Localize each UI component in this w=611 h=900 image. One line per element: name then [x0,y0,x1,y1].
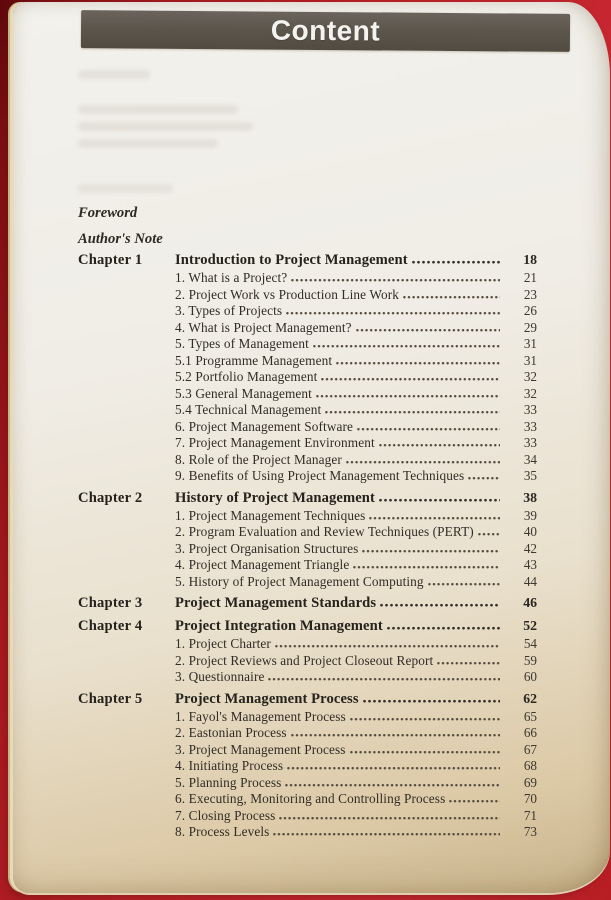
section-title: 8. Process Levels [175,824,270,839]
chapter-page-number: 46 [523,595,537,610]
chapter-title-line [175,252,500,269]
chapter-title-line [175,490,500,507]
section-title: 2. Project Reviews and Project Closeout Report [175,652,434,668]
section-title-line [175,303,500,319]
toc-section-row [78,419,537,436]
section-page-number: 23 [523,286,537,302]
dot-leader [478,531,500,536]
chapter-page-number: 62 [523,690,537,706]
toc-chapter-block [78,252,537,485]
section-title: 4. Project Management Triangle [175,557,350,572]
section-page-number: 33 [523,435,537,450]
section-page-number: 67 [523,741,537,757]
dot-leader [286,310,500,315]
page-title: Content [270,14,381,47]
toc-chapter-block [78,490,537,591]
chapter-title-line [175,595,500,612]
dot-leader [380,602,500,607]
section-title: 2. Program Evaluation and Review Techniques (PERT) [175,524,474,539]
section-title-line [175,369,500,385]
dot-leader [428,581,500,586]
section-title: 5.2 Portfolio Management [175,369,318,384]
section-page-number: 34 [523,451,537,467]
section-page-number: 31 [523,352,537,368]
section-title: 6. Project Management Software [175,418,354,434]
table-of-contents [78,200,537,841]
toc-section-row [78,287,537,304]
content-header-band [81,10,570,52]
toc-section-row [78,709,537,726]
dot-leader [346,459,500,464]
showthrough-smudge [78,184,173,193]
section-page-number: 65 [523,708,537,724]
chapter-title: History of Project Management [175,489,375,506]
dot-leader [412,259,500,264]
dot-leader [287,765,500,770]
section-title-line [175,402,500,418]
section-title: 7. Project Management Environment [175,435,375,450]
showthrough-smudge [78,139,218,148]
chapter-label: Chapter 1 [78,252,143,268]
section-title-line [175,709,500,725]
dot-leader [437,660,500,665]
chapter-page-number: 52 [523,618,537,633]
section-title-line [175,270,500,286]
dot-leader [350,749,500,754]
section-page-number: 26 [523,303,537,318]
section-title: 4. What is Project Management? [175,319,352,335]
section-title-line [175,574,500,590]
dot-leader [291,732,500,737]
section-title: 3. Questionnaire [175,669,265,684]
showthrough-smudge [78,70,150,79]
front-matter-list [78,200,537,252]
toc-chapter-block [78,595,537,613]
section-title-line [175,636,500,652]
toc-section-row [78,636,537,653]
toc-section-row [78,669,537,686]
toc-section-row [78,824,537,841]
dot-leader [379,497,500,502]
front-matter-item [78,200,537,226]
dot-leader [279,815,500,820]
section-title-line [175,320,500,336]
toc-section-row [78,320,537,337]
section-page-number: 32 [523,385,537,401]
chapter-title-line [175,618,500,635]
section-page-number: 68 [523,758,537,773]
chapter-page-number: 18 [523,252,537,267]
section-page-number: 33 [523,418,537,434]
section-title: 3. Types of Projects [175,303,283,318]
chapter-title: Project Management Standards [175,595,377,611]
section-title: 1. Project Management Techniques [175,507,366,523]
section-page-number: 60 [523,669,537,684]
dot-leader [403,294,500,299]
chapter-title-line [175,691,500,708]
section-title-line [175,541,500,557]
toc-section-row [78,452,537,469]
section-title-line [175,557,500,573]
section-page-number: 31 [523,336,537,351]
toc-section-row [78,336,537,353]
toc-section-row [78,758,537,775]
section-title-line [175,468,500,484]
dot-leader [285,782,500,787]
dot-leader [363,698,500,703]
section-title: 7. Closing Process [175,807,276,823]
dot-leader [353,564,500,569]
section-title-line [175,808,500,824]
dot-leader [268,676,500,681]
showthrough-smudge [78,105,238,114]
toc-section-row [78,574,537,591]
toc-chapter-row [78,618,537,636]
chapter-title: Introduction to Project Management [175,252,408,268]
section-page-number: 40 [523,524,537,539]
section-title: 2. Project Work vs Production Line Work [175,286,399,302]
chapter-title: Project Management Process [175,690,359,707]
dot-leader [273,831,500,836]
section-title-line [175,653,500,669]
toc-section-row [78,508,537,525]
toc-section-list [78,270,537,485]
dot-leader [362,548,500,553]
section-title: 9. Benefits of Using Project Management Techniques [175,468,465,483]
chapter-page-number: 38 [523,489,537,505]
dot-leader [357,426,500,431]
dot-leader [321,376,500,381]
dot-leader [449,798,500,803]
dot-leader [313,343,500,348]
section-title: 1. Fayol's Management Process [175,708,346,724]
section-page-number: 73 [523,824,537,839]
section-title-line [175,452,500,468]
section-title: 5. Planning Process [175,774,282,790]
section-title-line [175,524,500,540]
section-title-line [175,287,500,303]
toc-section-row [78,725,537,742]
section-title-line [175,742,500,758]
toc-section-list [78,636,537,686]
toc-section-row [78,270,537,287]
section-title: 5.1 Programme Management [175,352,333,368]
toc-section-row [78,791,537,808]
dot-leader [325,409,500,414]
chapter-label: Chapter 5 [78,690,143,707]
section-page-number: 44 [523,573,537,589]
section-title-line [175,758,500,774]
toc-chapter-row [78,691,537,709]
dot-leader [468,475,500,480]
section-title: 5.3 General Management [175,385,312,401]
section-page-number: 29 [523,319,537,335]
toc-section-list [78,709,537,841]
section-title-line [175,435,500,451]
section-title-line [175,824,500,840]
section-title: 1. Project Charter [175,636,271,651]
dot-leader [379,442,500,447]
section-title-line [175,386,500,402]
section-title-line [175,725,500,741]
section-page-number: 35 [523,468,537,483]
section-title-line [175,419,500,435]
toc-section-row [78,742,537,759]
section-title: 6. Executing, Monitoring and Controlling Process [175,791,446,806]
dot-leader [350,716,500,721]
toc-chapter-row [78,595,537,613]
showthrough-smudge [78,122,253,131]
section-title-line [175,353,500,369]
toc-section-row [78,303,537,320]
section-title: 5. History of Project Management Computing [175,573,424,589]
section-title-line [175,508,500,524]
toc-section-row [78,808,537,825]
chapter-label: Chapter 4 [78,618,143,634]
section-page-number: 71 [523,807,537,823]
toc-chapter-block [78,618,537,686]
toc-chapter-row [78,252,537,270]
toc-section-row [78,369,537,386]
section-page-number: 54 [523,636,537,651]
toc-section-row [78,353,537,370]
toc-chapter-list [78,252,537,841]
dot-leader [356,327,500,332]
section-page-number: 39 [523,507,537,523]
dot-leader [387,625,500,630]
section-page-number: 42 [523,540,537,556]
section-title-line [175,775,500,791]
section-title: 8. Role of the Project Manager [175,451,342,467]
section-title: 1. What is a Project? [175,270,288,285]
front-matter-item [78,226,537,252]
dot-leader [291,277,500,282]
section-page-number: 66 [523,725,537,740]
toc-section-row [78,775,537,792]
toc-section-row [78,557,537,574]
section-title-line [175,669,500,685]
dot-leader [275,643,500,648]
toc-section-list [78,508,537,591]
section-title: 2. Eastonian Process [175,725,287,740]
toc-section-row [78,402,537,419]
toc-section-row [78,653,537,670]
section-page-number: 43 [523,557,537,572]
section-page-number: 33 [523,402,537,417]
toc-section-row [78,524,537,541]
dot-leader [369,515,500,520]
toc-section-row [78,541,537,558]
section-title: 3. Project Organisation Structures [175,540,359,556]
section-page-number: 59 [523,652,537,668]
book-page [13,2,610,893]
section-page-number: 70 [523,791,537,806]
toc-section-row [78,468,537,485]
section-page-number: 32 [523,369,537,384]
section-title: 5.4 Technical Management [175,402,322,417]
section-page-number: 21 [523,270,537,285]
section-title-line [175,791,500,807]
chapter-title: Project Integration Management [175,618,383,634]
section-title: 5. Types of Management [175,336,309,351]
toc-chapter-row [78,490,537,508]
chapter-label: Chapter 3 [78,595,143,611]
section-title: 4. Initiating Process [175,758,284,773]
dot-leader [336,360,500,365]
chapter-label: Chapter 2 [78,489,143,506]
toc-section-row [78,435,537,452]
front-matter-label: Foreword [78,205,138,221]
toc-section-row [78,386,537,403]
dot-leader [316,393,500,398]
toc-chapter-block [78,691,537,841]
section-page-number: 69 [523,774,537,790]
section-title-line [175,336,500,352]
section-title: 3. Project Management Process [175,741,346,757]
front-matter-label: Author's Note [78,231,163,247]
